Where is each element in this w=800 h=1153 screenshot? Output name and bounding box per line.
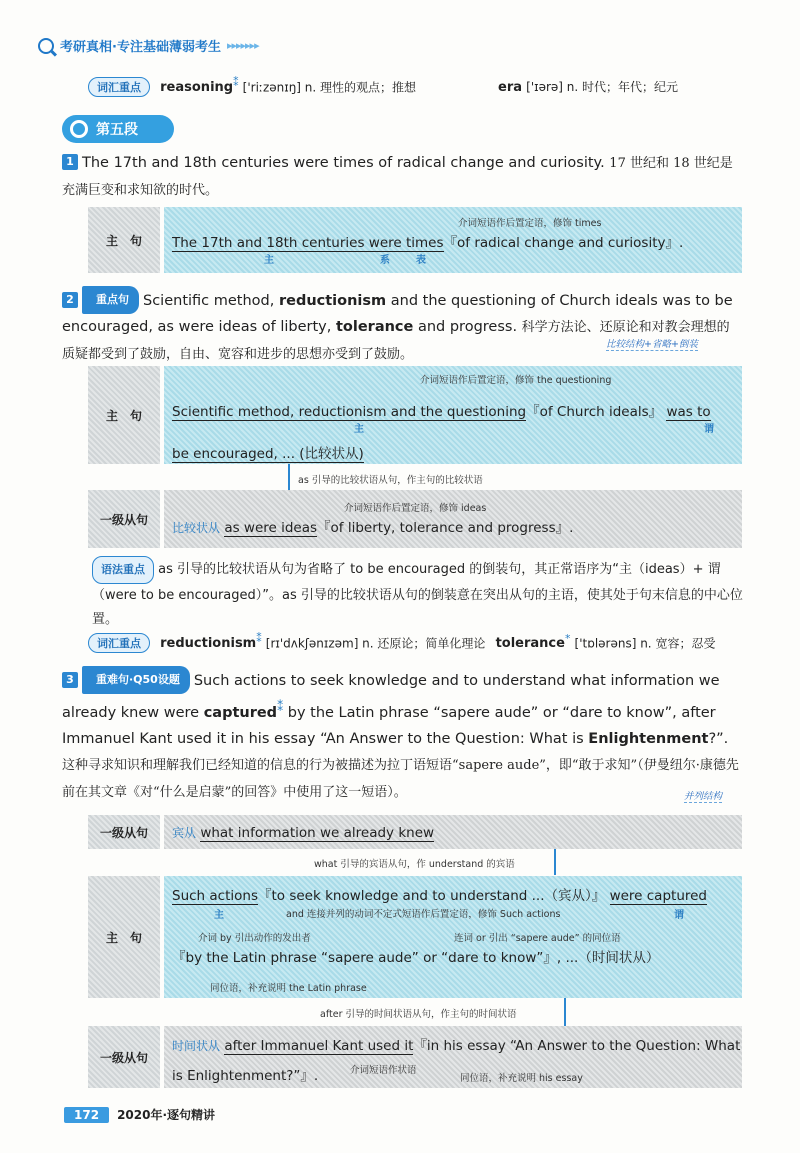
grammar-note: 介词短语作后置定语，修饰 the questioning — [420, 375, 612, 386]
analysis-sentence: 宾从 what information we already knew — [172, 825, 435, 841]
clause-label: 一级从句 — [88, 1026, 160, 1088]
grammar-note: and 连接并列的动词不定式短语作后置定语，修饰 Such actions — [286, 909, 561, 920]
search-logo-icon — [38, 38, 54, 54]
vocab-line-2: 词汇重点 reductionism⁑ [rɪ'dʌkʃənɪzəm] n. 还原论；简单化理论 tolerance* ['tɒlərəns] n. 宽容；忍受 — [88, 632, 715, 653]
vocab-line-1 — [88, 76, 416, 97]
analysis-sentence: Such actions『to seek knowledge and to understand ...（宾从）』 were captured — [172, 888, 708, 904]
clause-label: 一级从句 — [88, 815, 160, 849]
clause-label: 主 句 — [88, 207, 160, 273]
grammar-note: 同位语，补充说明 the Latin phrase — [210, 983, 367, 994]
analysis-box — [164, 1026, 742, 1088]
clause-label: 一级从句 — [88, 490, 160, 548]
search-logo-icon — [70, 120, 88, 138]
grammar-text: as 引导的比较状语从句为省略了 to be encouraged 的倒装句，其正常语序为“主（ideas）+ 谓（were to be encouraged）”。as 引导的比较状语从句的倒装意在突出从句的主语，使其处于句末信息的中心位置。 — [92, 562, 743, 627]
role-predicative: 表 — [416, 255, 426, 266]
connector-note: after 引导的时间状语从句，作主句的时间状语 — [320, 1009, 517, 1020]
section-title — [62, 115, 174, 143]
role-predicate: 谓 — [674, 910, 684, 921]
grammar-tag: 语法重点 — [92, 556, 154, 584]
sentence-number: 1 — [62, 154, 78, 170]
page-footer — [64, 1106, 215, 1123]
connector-arrow — [564, 998, 566, 1026]
sentence-translation: 科学方法论、还原论和对教会理想的质疑都受到了鼓励，自由、宽容和进步的思想亦受到了鼓励。 — [62, 320, 730, 362]
sentence-number: 3 — [62, 672, 78, 688]
vocab-tag: 词汇重点 — [88, 633, 150, 653]
analysis-sentence — [172, 231, 683, 251]
vocab-word: reasoning — [160, 80, 234, 96]
connector-note: as 引导的比较状语从句，作主句的比较状语 — [298, 475, 483, 486]
analysis-box — [164, 366, 742, 464]
analysis-sentence-line2: 『by the Latin phrase “sapere aude” or “dare to know”』, ...（时间状从） — [172, 950, 660, 966]
key-sentence-tag: 重点句 — [82, 286, 139, 314]
running-header — [38, 36, 259, 55]
handwritten-note: 比较结构+省略+倒装 — [606, 336, 698, 351]
footer-title: 2020年·逐句精讲 — [117, 1108, 216, 1122]
analysis-box — [164, 490, 742, 548]
grammar-note: 介词 by 引出动作的发出者 — [198, 933, 311, 944]
role-predicate: 谓 — [704, 424, 714, 435]
grammar-note: 介词短语作后置定语，修饰 times — [458, 218, 602, 229]
page-number: 172 — [64, 1107, 109, 1123]
chevron-arrows-icon: ▸▸▸▸▸▸▸ — [226, 39, 259, 52]
role-linking: 系 — [380, 255, 390, 266]
analysis-sentence: 比较状从 as were ideas『of liberty, tolerance and progress』. — [172, 520, 574, 536]
modifier: 『of radical change and curiosity』. — [443, 235, 684, 251]
vocab-def: ['riːzənɪŋ] n. 理性的观点；推想 — [242, 80, 417, 95]
section-title-text: 第五段 — [96, 122, 138, 138]
difficult-sentence-tag: 重难句·Q50设题 — [82, 666, 190, 694]
analysis-sentence: 时间状从 after Immanuel Kant used it『in his essay “An Answer to the Question: What — [172, 1038, 741, 1054]
connector-arrow — [288, 464, 290, 490]
connector-note: what 引导的宾语从句，作 understand 的宾语 — [314, 859, 515, 870]
grammar-note: 同位语，补充说明 his essay — [460, 1073, 583, 1084]
analysis-box — [164, 815, 742, 849]
clause-label: 主 句 — [88, 366, 160, 464]
role-subject: 主 — [214, 910, 224, 921]
sentence-translation: 17 世纪和 18 世纪是充满巨变和求知欲的时代。 — [62, 156, 733, 198]
vocab-word: era — [498, 80, 523, 95]
analysis-box — [164, 207, 742, 273]
vocab-line-1b — [498, 78, 678, 95]
sentence-2: 2 重点句 Scientific method, reductionism and the questioning of Church ideals was to be encouraged, as were ideas of liberty, tolerance and progress. 科学方法论、还原论和对教会理想的质疑都受到了鼓励，自由、宽容和进步的思想亦受到了鼓励。 — [62, 286, 742, 368]
sentence-translation: 这种寻求知识和理解我们已经知道的信息的行为被描述为拉丁语短语“sapere aude”，即“敢于求知”（伊曼纽尔·康德先前在其文章《对“什么是启蒙”的回答》中使用了这一短语）。 — [62, 757, 739, 800]
sentence-text: The 17th and 18th centuries were times of radical change and curiosity. — [82, 155, 605, 171]
analysis-sentence-line2: be encouraged, ... (比较状从) — [172, 446, 364, 462]
sentence-number: 2 — [62, 292, 78, 308]
analysis-sentence-line2: is Enlightenment?”』. — [172, 1068, 319, 1084]
connector-arrow — [554, 849, 556, 875]
role-subject: 主 — [354, 424, 364, 435]
grammar-note: 连词 or 引出 “sapere aude” 的同位语 — [454, 933, 621, 944]
grammar-note: 介词短语作后置定语，修饰 ideas — [344, 503, 487, 514]
grammar-note: 介词短语作状语 — [350, 1065, 417, 1076]
grammar-point — [92, 556, 744, 632]
main-clause: The 17th and 18th centuries were times — [172, 235, 444, 251]
role-subject: 主 — [264, 255, 274, 266]
vocab-mark: ⁑ — [233, 76, 239, 89]
sentence-1 — [62, 150, 742, 204]
analysis-sentence: Scientific method, reductionism and the questioning『of Church ideals』 was to — [172, 404, 711, 420]
clause-label: 主 句 — [88, 876, 160, 998]
analysis-box — [164, 876, 742, 998]
header-title: 考研真相·专注基础薄弱考生 — [60, 40, 221, 55]
sentence-3: 3 重难句·Q50设题 Such actions to seek knowledge and to understand what information we already knew were captured⁑ by the Latin phrase “sapere aude” or “dare to know”, after Immanuel Kant used it in his essay “An Answer to the Question: What is Enlightenment?”. 这种寻求知识和理解我们已经知道的信息的行为被描述为拉丁语短语“sapere aude”，即“敢于求知”（伊曼纽尔·康德先前在其文章《对“什么是启蒙”的回答》中使用了这一短语）。 — [62, 666, 742, 806]
vocab-def: ['ɪərə] n. 时代；年代；纪元 — [526, 80, 679, 94]
handwritten-note: 并列结构 — [684, 788, 722, 803]
vocab-tag: 词汇重点 — [88, 77, 150, 97]
